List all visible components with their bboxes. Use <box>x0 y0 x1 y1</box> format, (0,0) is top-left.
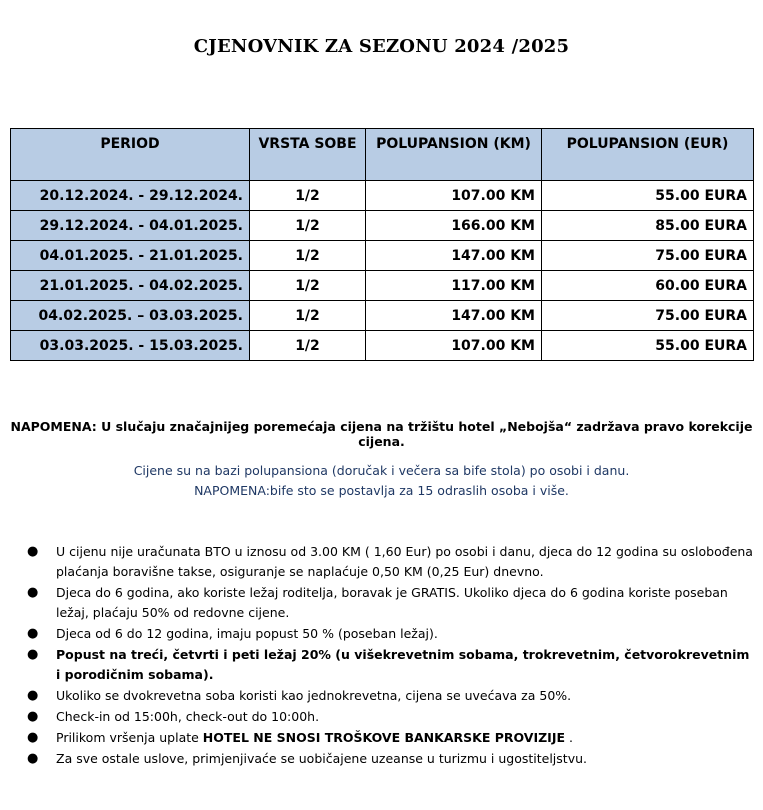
list-item <box>27 542 757 582</box>
list-item-text: Djeca od 6 do 12 godina, imaju popust 50 % (poseban ležaj). <box>56 626 438 641</box>
cell-room-type: 1/2 <box>250 271 366 301</box>
list-item-text: Za sve ostale uslove, primjenjivaće se uobičajene uzeanse u turizmu i ugostiteljstvu. <box>56 751 587 766</box>
cell-price-km: 107.00 KM <box>366 331 542 361</box>
list-item <box>27 707 757 727</box>
bullet-icon: ● <box>27 688 39 703</box>
conditions-list <box>27 542 757 770</box>
cell-price-km: 117.00 KM <box>366 271 542 301</box>
list-item <box>27 624 757 644</box>
cell-price-eur: 85.00 EURA <box>542 211 754 241</box>
list-item-text: Prilikom vršenja uplate <box>56 730 203 745</box>
bullet-icon: ● <box>27 544 39 559</box>
cell-price-km: 147.00 KM <box>366 241 542 271</box>
cell-price-eur: 75.00 EURA <box>542 301 754 331</box>
bullet-icon: ● <box>27 751 39 766</box>
header-price-km: POLUPANSION (KM) <box>366 129 542 181</box>
cell-price-eur: 60.00 EURA <box>542 271 754 301</box>
table-header-row <box>11 129 754 181</box>
bullet-icon: ● <box>27 585 39 600</box>
bullet-icon: ● <box>27 730 39 745</box>
header-period: PERIOD <box>11 129 250 181</box>
cell-price-km: 147.00 KM <box>366 301 542 331</box>
table-row <box>11 181 754 211</box>
price-correction-note: NAPOMENA: U slučaju značajnijeg poremećaja cijena na tržištu hotel „Nebojša“ zadržava pravo korekcije cijena. <box>10 419 753 449</box>
cell-room-type: 1/2 <box>250 331 366 361</box>
list-item-text: Popust na treći, četvrti i peti ležaj 20% (u višekrevetnim sobama, trokrevetnim, četvorokrevetnim i porodičnim sobama). <box>56 647 750 682</box>
price-table <box>10 128 754 361</box>
bullet-icon: ● <box>27 709 39 724</box>
table-row <box>11 211 754 241</box>
table-row <box>11 241 754 271</box>
page-title: CJENOVNIK ZA SEZONU 2024 /2025 <box>193 36 570 57</box>
cell-period: 04.02.2025. – 03.03.2025. <box>11 301 250 331</box>
table-row <box>11 331 754 361</box>
cell-room-type: 1/2 <box>250 301 366 331</box>
cell-room-type: 1/2 <box>250 181 366 211</box>
cell-price-km: 107.00 KM <box>366 181 542 211</box>
half-board-note <box>0 461 763 501</box>
list-item <box>27 583 757 623</box>
cell-period: 29.12.2024. - 04.01.2025. <box>11 211 250 241</box>
bank-fee-emphasis: HOTEL NE SNOSI TROŠKOVE BANKARSKE PROVIZIJE <box>202 730 566 745</box>
cell-price-km: 166.00 KM <box>366 211 542 241</box>
bullet-icon: ● <box>27 626 39 641</box>
buffet-note-text: NAPOMENA:bife sto se postavlja za 15 odraslih osoba i više. <box>194 483 569 498</box>
list-item-text: U cijenu nije uračunata BTO u iznosu od 3.00 KM ( 1,60 Eur) po osobi i danu, djeca do 12 godina su oslobođena plaćanja boravišne takse, osiguranje se naplaćuje 0,50 KM (0,25 Eur) dnevno. <box>56 544 753 579</box>
half-board-basis-text: Cijene su na bazi polupansiona (doručak i večera sa bife stola) po osobi i danu. <box>133 463 630 478</box>
cell-price-eur: 75.00 EURA <box>542 241 754 271</box>
cell-room-type: 1/2 <box>250 211 366 241</box>
cell-period: 20.12.2024. - 29.12.2024. <box>11 181 250 211</box>
table-row <box>11 271 754 301</box>
table-row <box>11 301 754 331</box>
list-item <box>27 686 757 706</box>
list-item <box>27 645 757 685</box>
header-price-eur: POLUPANSION (EUR) <box>542 129 754 181</box>
cell-price-eur: 55.00 EURA <box>542 181 754 211</box>
list-item-text-end: . <box>565 730 573 745</box>
list-item-text: Ukoliko se dvokrevetna soba koristi kao jednokrevetna, cijena se uvećava za 50%. <box>56 688 572 703</box>
list-item-text: Djeca do 6 godina, ako koriste ležaj roditelja, boravak je GRATIS. Ukoliko djeca do 6 godina koriste poseban ležaj, plaćaju 50% od redovne cijene. <box>56 585 728 620</box>
cell-price-eur: 55.00 EURA <box>542 331 754 361</box>
cell-period: 04.01.2025. - 21.01.2025. <box>11 241 250 271</box>
cell-period: 21.01.2025. - 04.02.2025. <box>11 271 250 301</box>
header-room-type: VRSTA SOBE <box>250 129 366 181</box>
list-item <box>27 728 757 748</box>
cell-room-type: 1/2 <box>250 241 366 271</box>
list-item <box>27 749 757 769</box>
bullet-icon: ● <box>27 647 39 662</box>
list-item-text: Check-in od 15:00h, check-out do 10:00h. <box>56 709 320 724</box>
cell-period: 03.03.2025. - 15.03.2025. <box>11 331 250 361</box>
